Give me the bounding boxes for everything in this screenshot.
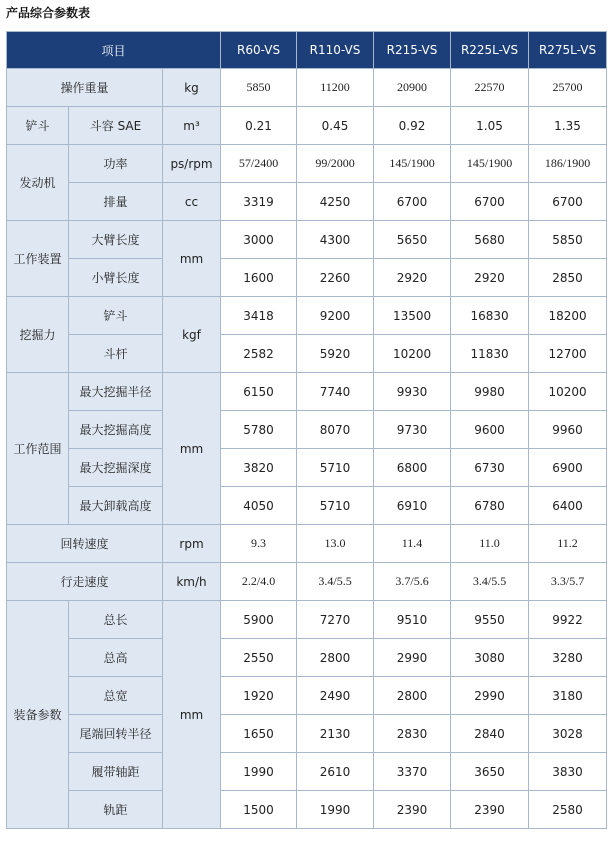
unit-cell: kg (163, 69, 221, 107)
value-cell: 0.92 (374, 107, 451, 145)
row-label: 操作重量 (7, 69, 163, 107)
value-cell: 16830 (451, 297, 529, 335)
value-cell: 9922 (529, 601, 607, 639)
value-cell: 5850 (529, 221, 607, 259)
value-cell: 99/2000 (297, 145, 374, 183)
value-cell: 1990 (221, 753, 297, 791)
value-cell: 2582 (221, 335, 297, 373)
table-row (7, 487, 607, 525)
value-cell: 2850 (529, 259, 607, 297)
value-cell: 2920 (451, 259, 529, 297)
table-row (7, 107, 607, 145)
value-cell: 2610 (297, 753, 374, 791)
value-cell: 8070 (297, 411, 374, 449)
value-cell: 9930 (374, 373, 451, 411)
value-cell: 2390 (374, 791, 451, 829)
value-cell: 5710 (297, 449, 374, 487)
row-label: 小臂长度 (69, 259, 163, 297)
table-row (7, 69, 607, 107)
row-label: 最大挖掘深度 (69, 449, 163, 487)
value-cell: 3180 (529, 677, 607, 715)
value-cell: 6910 (374, 487, 451, 525)
value-cell: 5850 (221, 69, 297, 107)
table-row (7, 183, 607, 221)
row-label: 大臂长度 (69, 221, 163, 259)
table-row (7, 335, 607, 373)
value-cell: 2990 (451, 677, 529, 715)
row-label: 最大卸载高度 (69, 487, 163, 525)
unit-cell: cc (163, 183, 221, 221)
value-cell: 10200 (374, 335, 451, 373)
value-cell: 3280 (529, 639, 607, 677)
value-cell: 11.0 (451, 525, 529, 563)
header-model: R60-VS (221, 32, 297, 69)
group-label: 挖掘力 (7, 297, 69, 373)
value-cell: 7740 (297, 373, 374, 411)
value-cell: 186/1900 (529, 145, 607, 183)
value-cell: 11.4 (374, 525, 451, 563)
value-cell: 4250 (297, 183, 374, 221)
table-row (7, 259, 607, 297)
row-label: 行走速度 (7, 563, 163, 601)
value-cell: 20900 (374, 69, 451, 107)
value-cell: 2390 (451, 791, 529, 829)
value-cell: 2990 (374, 639, 451, 677)
value-cell: 1990 (297, 791, 374, 829)
value-cell: 6150 (221, 373, 297, 411)
table-row (7, 525, 607, 563)
row-label: 回转速度 (7, 525, 163, 563)
row-label: 总长 (69, 601, 163, 639)
value-cell: 2490 (297, 677, 374, 715)
value-cell: 3000 (221, 221, 297, 259)
row-label: 总高 (69, 639, 163, 677)
group-label: 发动机 (7, 145, 69, 221)
value-cell: 2920 (374, 259, 451, 297)
value-cell: 1.05 (451, 107, 529, 145)
value-cell: 9200 (297, 297, 374, 335)
value-cell: 9730 (374, 411, 451, 449)
value-cell: 22570 (451, 69, 529, 107)
header-model: R225L-VS (451, 32, 529, 69)
value-cell: 5920 (297, 335, 374, 373)
value-cell: 5780 (221, 411, 297, 449)
value-cell: 9550 (451, 601, 529, 639)
table-row (7, 715, 607, 753)
value-cell: 9.3 (221, 525, 297, 563)
value-cell: 10200 (529, 373, 607, 411)
value-cell: 1920 (221, 677, 297, 715)
row-label: 轨距 (69, 791, 163, 829)
row-label: 履带轴距 (69, 753, 163, 791)
table-row (7, 791, 607, 829)
value-cell: 13500 (374, 297, 451, 335)
table-row (7, 449, 607, 487)
value-cell: 3820 (221, 449, 297, 487)
value-cell: 5680 (451, 221, 529, 259)
value-cell: 11200 (297, 69, 374, 107)
unit-cell: km/h (163, 563, 221, 601)
value-cell: 18200 (529, 297, 607, 335)
value-cell: 2.2/4.0 (221, 563, 297, 601)
row-label: 总宽 (69, 677, 163, 715)
row-label: 最大挖掘半径 (69, 373, 163, 411)
table-row (7, 677, 607, 715)
value-cell: 6700 (529, 183, 607, 221)
header-model: R215-VS (374, 32, 451, 69)
value-cell: 6730 (451, 449, 529, 487)
table-row (7, 639, 607, 677)
unit-cell: ps/rpm (163, 145, 221, 183)
value-cell: 5650 (374, 221, 451, 259)
table-row (7, 373, 607, 411)
value-cell: 11830 (451, 335, 529, 373)
value-cell: 11.2 (529, 525, 607, 563)
value-cell: 5900 (221, 601, 297, 639)
value-cell: 2830 (374, 715, 451, 753)
table-row (7, 145, 607, 183)
value-cell: 3830 (529, 753, 607, 791)
unit-cell: mm (163, 373, 221, 525)
value-cell: 2800 (297, 639, 374, 677)
value-cell: 4050 (221, 487, 297, 525)
table-row (7, 297, 607, 335)
table-row (7, 753, 607, 791)
spec-table (6, 31, 607, 829)
value-cell: 3028 (529, 715, 607, 753)
row-label: 尾端回转半径 (69, 715, 163, 753)
value-cell: 1600 (221, 259, 297, 297)
unit-cell: kgf (163, 297, 221, 373)
value-cell: 57/2400 (221, 145, 297, 183)
page-title: 产品综合参数表 (6, 6, 91, 20)
value-cell: 9980 (451, 373, 529, 411)
value-cell: 145/1900 (451, 145, 529, 183)
value-cell: 2130 (297, 715, 374, 753)
unit-cell: m³ (163, 107, 221, 145)
value-cell: 0.45 (297, 107, 374, 145)
header-row (7, 32, 607, 69)
value-cell: 3319 (221, 183, 297, 221)
unit-cell: rpm (163, 525, 221, 563)
group-label: 装备参数 (7, 601, 69, 829)
value-cell: 12700 (529, 335, 607, 373)
value-cell: 6700 (451, 183, 529, 221)
value-cell: 6900 (529, 449, 607, 487)
value-cell: 3418 (221, 297, 297, 335)
value-cell: 3080 (451, 639, 529, 677)
value-cell: 25700 (529, 69, 607, 107)
value-cell: 7270 (297, 601, 374, 639)
value-cell: 2800 (374, 677, 451, 715)
value-cell: 4300 (297, 221, 374, 259)
value-cell: 6780 (451, 487, 529, 525)
value-cell: 3370 (374, 753, 451, 791)
row-label: 最大挖掘高度 (69, 411, 163, 449)
row-label: 斗杆 (69, 335, 163, 373)
row-label: 铲斗 (69, 297, 163, 335)
value-cell: 13.0 (297, 525, 374, 563)
unit-cell: mm (163, 601, 221, 829)
table-row (7, 563, 607, 601)
table-row (7, 411, 607, 449)
value-cell: 1.35 (529, 107, 607, 145)
value-cell: 6700 (374, 183, 451, 221)
header-model: R275L-VS (529, 32, 607, 69)
value-cell: 1500 (221, 791, 297, 829)
value-cell: 2550 (221, 639, 297, 677)
value-cell: 6800 (374, 449, 451, 487)
value-cell: 9600 (451, 411, 529, 449)
value-cell: 1650 (221, 715, 297, 753)
value-cell: 6400 (529, 487, 607, 525)
row-label: 功率 (69, 145, 163, 183)
table-row (7, 601, 607, 639)
value-cell: 2260 (297, 259, 374, 297)
value-cell: 2840 (451, 715, 529, 753)
value-cell: 9510 (374, 601, 451, 639)
value-cell: 9960 (529, 411, 607, 449)
header-model: R110-VS (297, 32, 374, 69)
row-label: 排量 (69, 183, 163, 221)
value-cell: 145/1900 (374, 145, 451, 183)
value-cell: 3.4/5.5 (451, 563, 529, 601)
row-label: 斗容 SAE (69, 107, 163, 145)
value-cell: 3.3/5.7 (529, 563, 607, 601)
table-row (7, 221, 607, 259)
group-label: 铲斗 (7, 107, 69, 145)
group-label: 工作范围 (7, 373, 69, 525)
value-cell: 5710 (297, 487, 374, 525)
group-label: 工作装置 (7, 221, 69, 297)
value-cell: 2580 (529, 791, 607, 829)
value-cell: 3650 (451, 753, 529, 791)
value-cell: 3.7/5.6 (374, 563, 451, 601)
value-cell: 0.21 (221, 107, 297, 145)
unit-cell: mm (163, 221, 221, 297)
header-item: 项目 (7, 32, 221, 69)
value-cell: 3.4/5.5 (297, 563, 374, 601)
